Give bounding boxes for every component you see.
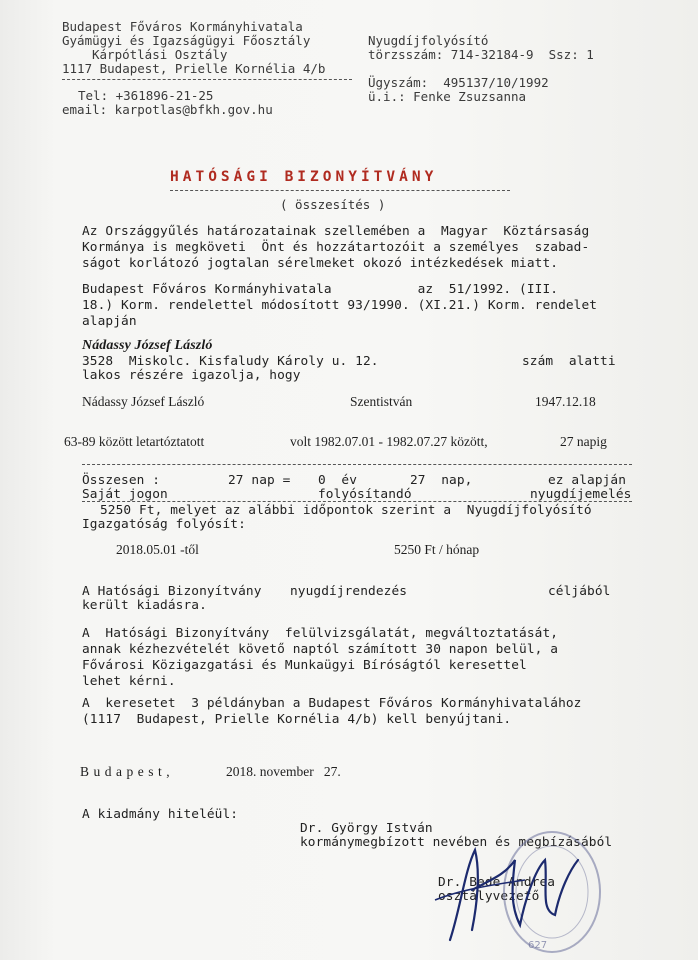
payment-start-date: 2018.05.01 -től: [116, 542, 199, 557]
birth-date: 1947.12.18: [535, 394, 596, 409]
payment-monthly-amount: 5250 Ft / hónap: [394, 542, 480, 557]
total-label: Összesen :: [82, 473, 161, 488]
address-suffix: szám alatti: [522, 354, 616, 369]
detention-period: volt 1982.07.01 - 1982.07.27 között,: [290, 434, 488, 449]
appeal-line-4: lehet kérni.: [82, 674, 176, 689]
document-subtitle: ( összesítés ): [280, 197, 386, 212]
certifies-line: lakos részére igazolja, hogy: [82, 368, 301, 383]
birth-place: Szentistván: [350, 394, 413, 409]
legal-basis-line-3: alapján: [82, 314, 137, 329]
appeal-line-3: Fővárosi Közigazgatási és Munkaügyi Bíróságtól keresettel: [82, 658, 527, 673]
officer-title: osztályvezető: [438, 889, 540, 904]
summary-divider-2: [82, 501, 632, 502]
filing-line-2: (1117 Budapest, Prielle Kornélia 4/b) kell benyújtani.: [82, 712, 512, 727]
summary-divider: [82, 464, 632, 465]
appeal-line-1: A Hatósági Bizonyítvány felülvizsgálatát, megváltoztatását,: [82, 626, 559, 641]
apology-line-1: Az Országgyűlés határozatainak szellemében a Magyar Köztársaság: [82, 224, 590, 239]
department-name: Gyámügyi és Igazságügyi Főosztály: [62, 33, 311, 48]
pension-registry-label: Nyugdíjfolyósító: [368, 33, 489, 48]
issue-date: 2018. november 27.: [226, 764, 341, 779]
total-days-net: 27 nap,: [410, 473, 473, 488]
birth-row-name: Nádassy József László: [82, 394, 205, 409]
own-right-label: Saját jogon: [82, 487, 168, 502]
person-address: 3528 Miskolc. Kisfaludy Károly u. 12.: [82, 354, 379, 369]
pension-increase-label: nyugdíjemelés: [530, 487, 632, 502]
issue-purpose-d: került kiadásra.: [82, 598, 207, 613]
office-name: Budapest Főváros Kormányhivatala: [62, 19, 303, 34]
detention-days: 27 napig: [560, 434, 607, 449]
legal-basis-line-2: 18.) Korm. rendelettel módosított 93/1990. (XI.21.) Korm. rendelet: [82, 298, 598, 313]
handwritten-signature: [420, 830, 590, 950]
detention-law: 63-89 között letartóztatott: [64, 434, 205, 449]
unit-name: Kárpótlási Osztály: [92, 47, 228, 62]
payable-label: folyósítandó: [318, 487, 412, 502]
document-title: HATÓSÁGI BIZONYÍTVÁNY: [170, 169, 438, 185]
case-administrator: ü.i.: Fenke Zsuzsanna: [368, 89, 527, 104]
apology-line-3: ságot korlátozó jogtalan sérelmeket okozó intézkedések miatt.: [82, 256, 559, 271]
office-address: 1117 Budapest, Prielle Kornélia 4/b: [62, 61, 326, 76]
header-divider-left: [62, 79, 352, 80]
apology-line-2: Kormánya is megköveti Önt és hozzátartozóit a személyes szabad-: [82, 240, 590, 255]
issue-purpose-b: nyugdíjrendezés: [290, 584, 408, 599]
total-years: 0 év: [318, 473, 358, 488]
basis-label: ez alapján: [548, 473, 627, 488]
signatory-name: Dr. György István: [300, 821, 433, 836]
legal-basis-line-1: Budapest Főváros Kormányhivatala az 51/1992. (III.: [82, 282, 559, 297]
person-name: Nádassy József László: [82, 338, 213, 353]
registry-number: törzsszám: 714-32184-9 Ssz: 1: [368, 47, 594, 62]
issue-purpose-a: A Hatósági Bizonyítvány: [82, 584, 262, 599]
amount-line: 5250 Ft, melyet az alábbi időpontok szerint a Nyugdíjfolyósító: [100, 503, 592, 518]
officer-name: Dr. Bede Andrea: [438, 875, 556, 890]
issue-purpose-c: céljából: [548, 584, 611, 599]
case-number: Ügyszám: 495137/10/1992: [368, 75, 549, 90]
filing-line-1: A keresetet 3 példányban a Budapest Főváros Kormányhivatalához: [82, 696, 582, 711]
directorate-line: Igazgatóság folyósít:: [82, 517, 246, 532]
office-phone: Tel: +361896-21-25: [78, 88, 214, 103]
signatory-title: kormánymegbízott nevében és megbízásából: [300, 835, 613, 850]
appeal-line-2: annak kézhezvételét követő naptól számított 30 napon belül, a: [82, 642, 559, 657]
stamp-number: 627: [528, 940, 548, 951]
total-days: 27 nap =: [228, 473, 291, 488]
issue-city: Budapest,: [80, 764, 175, 779]
certification-label: A kiadmány hiteléül:: [82, 807, 239, 822]
title-underline: [170, 190, 510, 191]
office-email: email: karpotlas@bfkh.gov.hu: [62, 102, 273, 117]
